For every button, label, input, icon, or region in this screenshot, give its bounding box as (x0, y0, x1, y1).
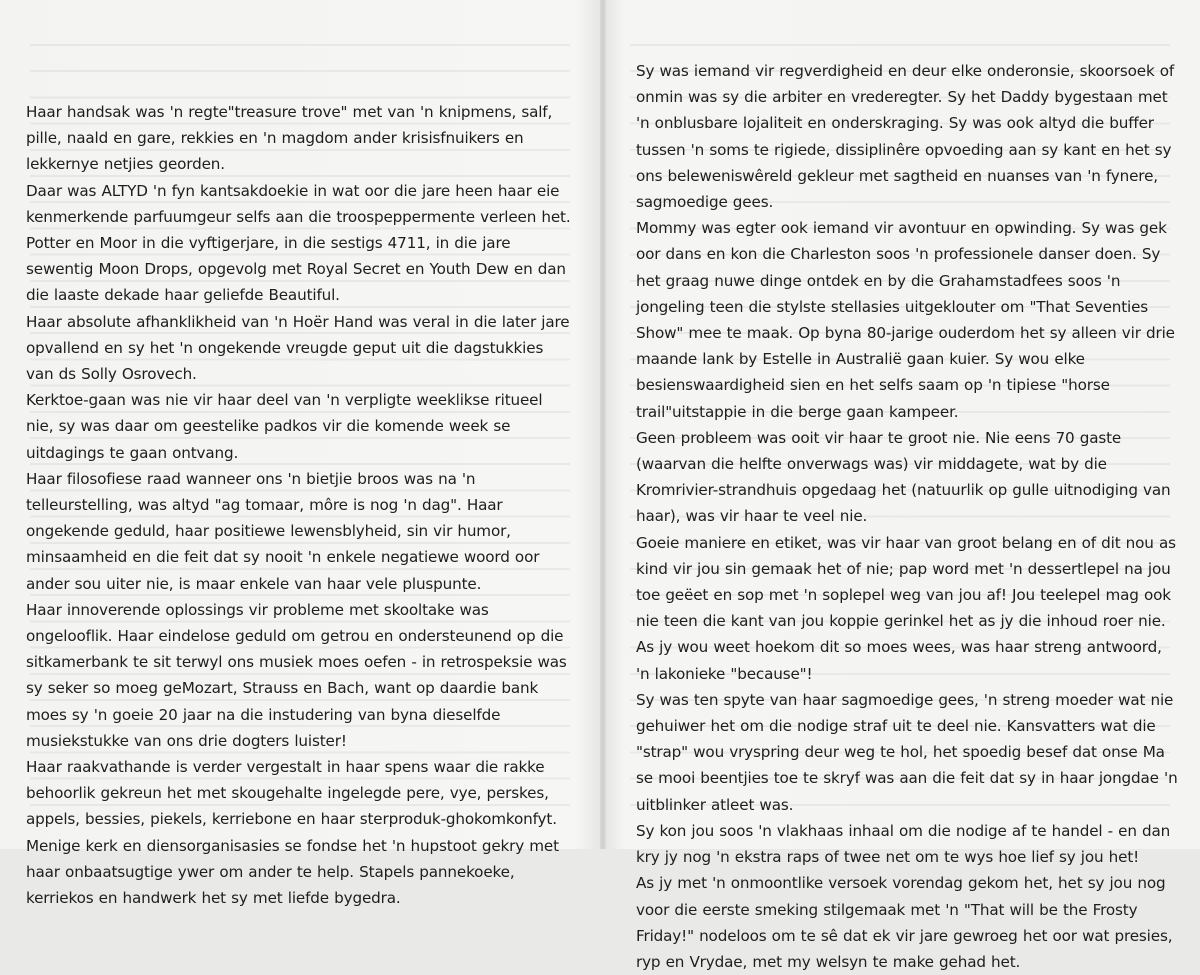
paragraph: Mommy was egter ook iemand vir avontuur en opwinding. Sy was gek oor dans en kon die Charleston soos 'n professionele danser doen. Sy het graag nuwe dinge ontdek en by die Grahamstadfees soos 'n jongeling teen die stylste stellasies uitgeklouter om "That Seventies Show" mee te maak. Op byna 80-jarige ouderdom het sy alleen vir drie maande lank by Estelle in Australië gaan kuier. Sy wou elke besienswaardigheid sien en het selfs saam op 'n tipiese "horse trail"uitstappie in die berge gaan kampeer. (636, 219, 1175, 421)
left-page-body (26, 99, 574, 911)
paragraph: Haar absolute afhanklikheid van 'n Hoër Hand was veral in die later jare opvallend en sy het 'n ongekende vreugde geput uit die dagstukkies van ds Solly Osrovech. (26, 312, 570, 384)
paragraph: Sy was iemand vir regverdigheid en deur elke onderonsie, skoorsoek of onmin was sy die arbiter en vrederegter. Sy het Daddy bygestaan met 'n onblusbare lojaliteit en onderskraging. Sy was ook altyd die buffer tussen 'n soms te rigiede, dissiplinêre opvoeding aan sy kant en het sy ons beleweniswêreld gekleur met sagtheid en nuanses van 'n fynere, sagmoedige gees. (636, 62, 1175, 212)
left-page (0, 0, 600, 908)
paragraph: Haar filosofiese raad wanneer ons 'n bietjie broos was na 'n telleurstelling, was altyd "ag tomaar, môre is nog 'n dag". Haar ongekende geduld, haar positiewe lewensblyheid, sin vir humor, minsaamheid en die feit dat sy nooit 'n enkele negatiewe woord oor ander sou uiter nie, is maar enkele van haar vele pluspunte. (26, 469, 540, 593)
paragraph: Haar raakvathande is verder vergestalt in haar spens waar die rakke behoorlik gekreun het met skougehalte ingelegde pere, vye, perskes, appels, bessies, piekels, kerriebone en haar sterproduk-ghokomkonfyt. Menige kerk en diensorganisasies se fondse het 'n hupstoot gekry met haar onbaatsugtige ywer om ander te help. Stapels pannekoeke, kerriekos en handwerk het sy met liefde bygedra. (26, 758, 559, 908)
paragraph: Haar handsak was 'n regte"treasure trove" met van 'n knipmens, salf, pille, naald en gare, rekkies en 'n magdom ander krisisfnuikers en lekkernye netjies georden. (26, 103, 553, 174)
right-page-body (636, 58, 1178, 975)
paragraph: As jy met 'n onmoontlike versoek vorendag gekom het, het sy jou nog voor die eerste smeking stilgemaak met 'n "That will be the Frosty Friday!" nodeloos om te sê dat ek vir jare gewroeg het oor wat presies, ryp en Vrydae, met my welsyn te make gehad het. (636, 874, 1173, 971)
paragraph: Sy kon jou soos 'n vlakhaas inhaal om die nodige af te handel - en dan kry jy nog 'n ekstra raps of twee net om te wys hoe lief sy jou het! (636, 821, 1171, 867)
paragraph: Geen probleem was ooit vir haar te groot nie. Nie eens 70 gaste (waarvan die helfte onverwags was) vir middagete, wat by die Kromrivier-strandhuis opgedaag het (natuurlik op gulle uitnodiging van haar), was vir haar te veel nie. (636, 428, 1171, 526)
paragraph: Haar innoverende oplossings vir probleme met skooltake was ongelooflik. Haar eindelose geduld om getrou en ondersteunend op die sitkamerbank te sit terwyl ons musiek moes oefen - in retrospeksie was sy seker so moeg geMozart, Strauss en Bach, want op daardie bank moes sy 'n goeie 20 jaar na die instudering van byna dieselfde musiekstukke van ons drie dogters luister! (26, 600, 567, 750)
paragraph: Kerktoe-gaan was nie vir haar deel van 'n verpligte weeklikse ritueel nie, sy was daar om geestelike padkos vir die komende week se uitdagings te gaan ontvang. (26, 391, 543, 462)
paragraph: Goeie maniere en etiket, was vir haar van groot belang en of dit nou as kind vir jou sin gemaak het of nie; pap word met 'n dessertlepel na jou toe geëet en sop met 'n soplepel weg van jou af! Jou teelepel mag ook nie teen die kant van jou koppie gerinkel het as jy die inhoud roer nie. As jy wou weet hoekom dit so moes wees, was haar streng antwoord, 'n lakonieke "because"! (636, 533, 1176, 683)
right-page (606, 0, 1200, 971)
paragraph: Daar was ALTYD 'n fyn kantsakdoekie in wat oor die jare heen haar eie kenmerkende parfuumgeur selfs aan die troospeppermente verleen het. Potter en Moor in die vyftigerjare, in die sestigs 4711, in die jare sewentig Moon Drops, opgevolg met Royal Secret en Youth Dew en dan die laaste dekade haar geliefde Beautiful. (26, 181, 571, 305)
paragraph: Sy was ten spyte van haar sagmoedige gees, 'n streng moeder wat nie gehuiwer het om die nodige straf uit te deel nie. Kansvatters wat die "strap" wou vryspring deur weg te hol, het spoedig besef dat onse Ma se mooi beentjies toe te skryf was aan die feit dat sy in haar jongdae 'n uitblinker atleet was. (636, 690, 1178, 814)
